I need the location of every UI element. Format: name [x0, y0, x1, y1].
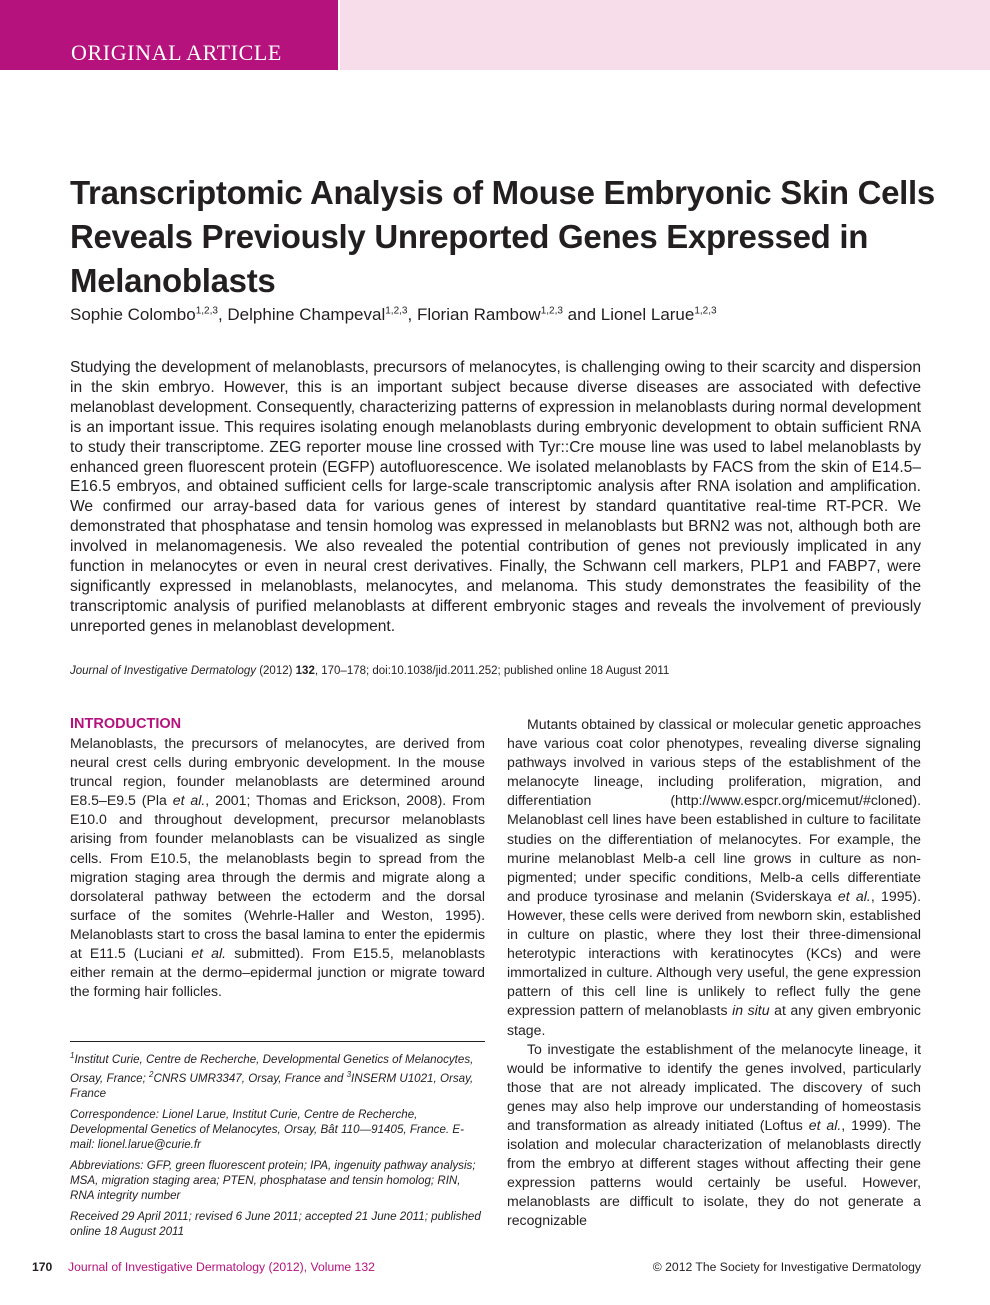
footer-journal[interactable]: Journal of Investigative Dermatology (2012), Volume 132 [68, 1260, 375, 1274]
page-footer [0, 1258, 990, 1278]
left-column [70, 715, 485, 1001]
footnote-affiliation-text: INSERM U1021, Orsay, France [70, 1071, 474, 1100]
text-run: submitted). From E15.5, melanoblasts either remain at the dermo–epidermal junction or migrate toward the forming hair follicles. [70, 945, 485, 1000]
italic-run: in situ [732, 1002, 770, 1019]
author-name: Lionel Larue [600, 305, 695, 324]
footnote-affiliation-mark: 3 [346, 1069, 352, 1079]
footer-copyright: © 2012 The Society for Investigative Dermatology [652, 1260, 921, 1274]
citation-volume: 132 [295, 665, 315, 677]
section-heading-introduction: INTRODUCTION [70, 716, 182, 732]
author-affiliation-mark: 1,2,3 [694, 305, 717, 317]
right-column [507, 715, 921, 1231]
intro-paragraph-2 [507, 715, 921, 1040]
footnote-affiliation-mark: 1 [70, 1051, 75, 1060]
intro-paragraph-3 [507, 1040, 921, 1231]
author-name: Delphine Champeval [227, 305, 386, 324]
article-type-label: ORIGINAL ARTICLE [71, 40, 282, 65]
italic-run: et al. [808, 1116, 842, 1133]
header-stripe [340, 0, 990, 70]
text-run: , 2001; Thomas and Erickson, 2008). From E10.0 and throughout development, precursor melanoblasts arising from founder melanoblasts can be visualized as single cells. From E10.5, the melanoblasts begin to spread from the migration staging area through the dermis and migrate along a dorsolateral pathway between the ectoderm and the dorsal surface of the somites (Wehrle-Haller and Weston, 1995). Melanoblasts start to cross the basal lamina to enter the epidermis at E11.5 (Luciani [70, 792, 485, 962]
author-separator: , [407, 305, 417, 324]
text-run: Mutants obtained by classical or molecular genetic approaches have various coat color phenotypes, revealing diverse signaling pathways involved in various steps of the establishment of the melanocyte lineage, including proliferation, migration, and differentiation (http://www.espcr.org/micemut/#cloned). Melanoblast cell lines have been established in culture to facilitate studies on the differentiation of melanocytes. For example, the murine melanoblast Melb-a cell line grows in culture as non-pigmented; under specific conditions, Melb-a cells differentiate and produce tyrosinase and melanin (Sviderskaya [507, 716, 921, 904]
author-name: Sophie Colombo [70, 305, 196, 324]
intro-paragraph-1 [70, 734, 485, 1001]
text-run: , 1999). The isolation and molecular characterization of melanoblasts directly from the embryo at different stages without affecting their gene expression patterns would certainly be useful. However, melanoblasts are difficult to isolate, they do not generate a recognizable [507, 1116, 921, 1229]
text-run: To investigate the establishment of the melanocyte lineage, it would be informative to identify the genes involved, particularly those that are not already implicated. The discovery of such genes may also help improve our understanding of homeostasis and transformation as already initiated (Loftus [507, 1040, 921, 1133]
footnote-correspondence: Correspondence: Lionel Larue, Institut Curie, Centre de Recherche, Developmental Genetics of Melanocytes, Orsay, Bât 110—91405, France. E-mail: lionel.larue@curie.fr [70, 1107, 464, 1151]
author-name: Florian Rambow [416, 305, 541, 324]
footnote-affiliation-text: CNRS UMR3347, Orsay, France and [153, 1071, 347, 1085]
text-run: at any given embryonic stage. [507, 1002, 921, 1038]
author-separator: , [217, 305, 228, 324]
article-title: Transcriptomic Analysis of Mouse Embryonic Skin Cells Reveals Previously Unreported Genes Expressed in Melanoblasts [70, 174, 935, 299]
abstract: Studying the development of melanoblasts, precursors of melanocytes, is challenging owing to their scarcity and dispersion in the skin embryo. However, this is an important subject because diverse diseases are associated with defective melanoblast development. Consequently, characterizing patterns of expression in melanoblasts during normal development is an important issue. This requires isolating enough melanoblasts during embryonic development to obtain sufficient RNA to study their transcriptome. ZEG reporter mouse line crossed with Tyr::Cre mouse line was used to label melanoblasts by enhanced green fluorescent protein (EGFP) autofluorescence. We isolated melanoblasts by FACS from the skin of E14.5–E16.5 embryos, and obtained sufficient cells for large-scale transcriptomic analysis after RNA isolation and amplification. We confirmed our array-based data for various genes of interest by standard quantitative real-time RT-PCR. We demonstrated that phosphatase and tensin homolog was expressed in melanoblasts but BRN2 was not, although both are involved in melanomagenesis. We also revealed the potential contribution of genes not previously implicated in any function in melanocytes or even in neural crest derivatives. Finally, the Schwann cell markers, PLP1 and FABP7, were significantly expressed in melanoblasts, melanocytes, and melanoma. This study demonstrates the feasibility of the transcriptomic analysis of purified melanoblasts at different embryonic stages and reveals the involvement of previously unreported genes in melanoblast development. [70, 359, 921, 635]
citation-year: (2012) [256, 665, 296, 677]
citation-line [70, 665, 930, 677]
citation-journal[interactable]: Journal of Investigative Dermatology [70, 665, 257, 677]
text-run: Melanoblasts, the precursors of melanocytes, are derived from neural crest cells during embryonic development. In the mouse truncal region, founder melanoblasts are determined around E8.5–E9.5 (Pla [70, 735, 485, 809]
text-run: , 1995). However, these cells were derived from newborn skin, established in culture on plastic, where they lost their three-dimensional heterotypic interactions with keratinocytes (KCs) and were immortalized in culture. Although very useful, the gene expression pattern of this cell line is unlikely to reflect fully the gene expression pattern of melanoblasts [507, 887, 921, 1019]
author-affiliation-mark: 1,2,3 [195, 305, 218, 317]
citation-details: , 170–178; doi:10.1038/jid.2011.252; published online 18 August 2011 [314, 665, 670, 677]
footnote-received: Received 29 April 2011; revised 6 June 2011; accepted 21 June 2011; published online 18 August 2011 [70, 1209, 481, 1238]
italic-run: et al. [837, 887, 871, 904]
italic-run: et al. [191, 945, 227, 962]
footnotes [70, 1048, 485, 1245]
footnote-divider [70, 1041, 485, 1042]
italic-run: et al. [172, 792, 206, 809]
author-list [70, 305, 930, 325]
footnote-affiliations [70, 1048, 485, 1101]
footnote-abbreviations: Abbreviations: GFP, green fluorescent protein; IPA, ingenuity pathway analysis; MSA, migration staging area; PTEN, phosphatase and tensin homolog; RIN, RNA integrity number [70, 1158, 476, 1202]
page-number: 170 [32, 1260, 53, 1274]
footnote-affiliation-text: Institut Curie, Centre de Recherche, Developmental Genetics of Melanocytes, Orsay, France; [70, 1052, 474, 1085]
author-affiliation-mark: 1,2,3 [385, 305, 408, 317]
footnote-affiliation-mark: 2 [149, 1069, 154, 1079]
author-affiliation-mark: 1,2,3 [540, 305, 563, 317]
author-separator: and [562, 305, 601, 324]
